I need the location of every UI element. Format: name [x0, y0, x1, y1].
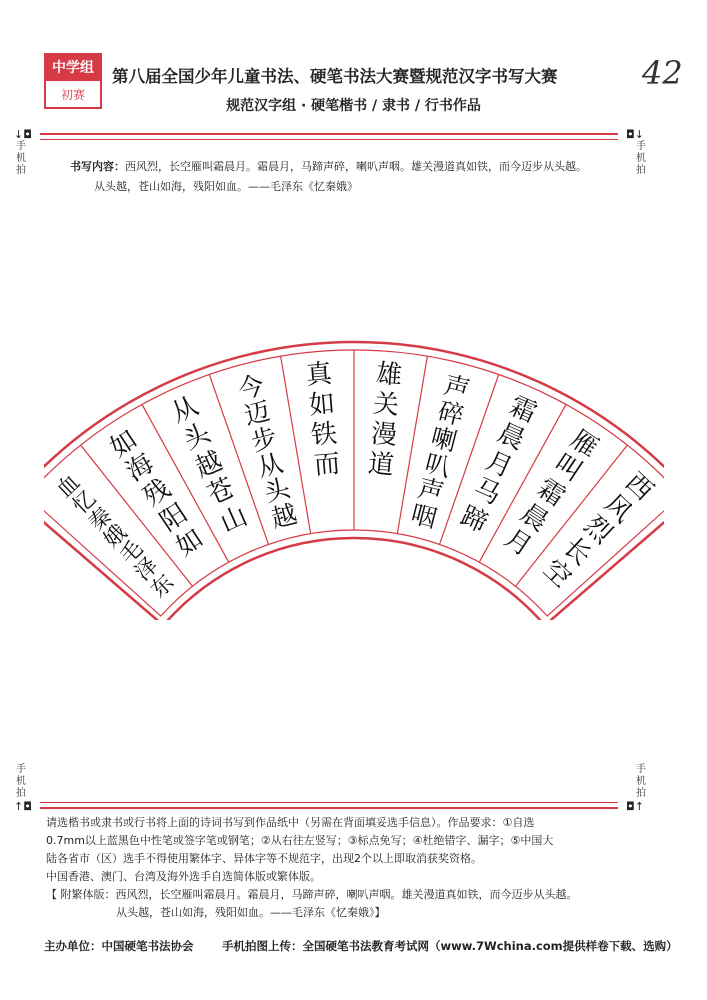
- fan-character: 叫: [548, 448, 587, 489]
- fan-character: 铁: [309, 419, 339, 452]
- fan-character: 如: [171, 523, 210, 564]
- instruction-line-2: 0.7mm以上蓝黑色中性笔或签字笔或钢笔；②从右往左竖写；③标点免写；④杜绝错字、漏字；⑤中国大: [46, 834, 554, 847]
- fan-character: 山: [215, 500, 252, 539]
- fan-character: 越: [267, 498, 300, 534]
- fan-character: 步: [247, 421, 280, 457]
- fan-character: 秦: [83, 503, 117, 537]
- fan-character: 空: [536, 554, 577, 595]
- fan-character: 海: [121, 448, 160, 489]
- label-char-3: 拍: [636, 788, 646, 799]
- fan-character: 苍: [203, 473, 240, 512]
- fan-character: 忆: [68, 486, 102, 520]
- instruction-line-3: 陆各省市（区）选手不得使用繁体字、异体字等不规范字，出现2个以上即取消获奖资格。: [46, 852, 482, 865]
- page-title: 第八届全国少年儿童书法、硬笔书法大赛暨规范汉字书写大赛: [112, 67, 558, 86]
- fan-character: 道: [367, 449, 396, 482]
- fan-character: 马: [468, 473, 505, 512]
- fan-character: 泽: [130, 553, 164, 587]
- top-divider-thin: [40, 139, 618, 140]
- fan-character: 娥: [99, 519, 133, 553]
- instruction-line-6: 从头越，苍山如海，残阳如血。——毛泽东《忆秦娥》】: [116, 906, 386, 919]
- instruction-line-5: 【 附繁体版：西风烈，长空雁叫霜晨月。霜晨月，马蹄声碎，喇叭声咽。雄关漫道真如铁，而今迈步从头越。: [46, 888, 578, 901]
- content-line-1: [70, 158, 587, 174]
- fan-character: 月: [498, 523, 537, 564]
- handwritten-number: 42: [642, 54, 683, 92]
- badge-group-label: 中学组: [46, 55, 100, 81]
- label-char-3: 拍: [16, 165, 26, 176]
- fan-character: 西: [619, 466, 659, 507]
- fan-character: 血: [52, 469, 86, 503]
- fan-character: 迈: [241, 395, 274, 431]
- camera-icon: ↓◘: [14, 128, 32, 141]
- label-char-3: 拍: [636, 165, 646, 176]
- fan-character: 蹄: [456, 500, 493, 539]
- fan-character: 霜: [505, 390, 542, 429]
- label-char-2: 机: [636, 776, 646, 787]
- label-char-2: 机: [16, 153, 26, 164]
- instruction-line-1: 请选楷书或隶书或行书将上面的诗词书写到作品纸中（另需在背面填妥选手信息）。作品要求：①自选: [46, 816, 535, 829]
- label-char-1: 手: [636, 141, 646, 152]
- fan-character: 头: [178, 418, 215, 457]
- fan-character: 从: [166, 390, 203, 429]
- fan-character: 声: [414, 472, 447, 509]
- fan-character: 叭: [421, 446, 454, 483]
- fan-character: 烈: [577, 510, 618, 551]
- bottom-divider: [40, 807, 618, 809]
- left-bottom-phone-label: [14, 764, 32, 813]
- right-top-phone-label: [626, 128, 648, 177]
- page-subtitle: 规范汉字组 · 硬笔楷书 / 隶书 / 行书作品: [226, 98, 481, 114]
- label-char-1: 手: [636, 764, 646, 775]
- fan-character: 阳: [154, 498, 193, 539]
- label-char-1: 手: [16, 141, 26, 152]
- content-label: 书写内容：: [70, 160, 125, 173]
- fan-character: 碎: [434, 395, 467, 431]
- fan-character: 关: [372, 389, 401, 422]
- badge-round-label: 初赛: [60, 88, 85, 102]
- fan-character: 雁: [565, 423, 604, 464]
- fan-character: 漫: [369, 419, 398, 452]
- camera-icon: ↑◘: [14, 800, 32, 813]
- fan-character: 东: [146, 569, 180, 603]
- camera-icon: ◘↓: [626, 128, 644, 141]
- fan-character: 真: [304, 359, 334, 392]
- instruction-line-4: 中国香港、澳门、台湾及海外选手自选简体版或繁体版。: [46, 870, 321, 883]
- label-char-2: 机: [636, 153, 646, 164]
- fan-character: 雄: [374, 359, 404, 392]
- fan-character: 头: [261, 472, 294, 509]
- right-bottom-phone-label: [626, 764, 648, 813]
- top-divider: [40, 133, 618, 135]
- fan-character: 风: [598, 488, 638, 529]
- fan-character: 喇: [428, 421, 461, 457]
- left-top-phone-label: [14, 128, 32, 177]
- fan-character: 如: [307, 389, 336, 422]
- camera-icon: ◘↑: [626, 800, 644, 813]
- fan-character: 晨: [515, 498, 554, 539]
- content-text-1: 西风烈，长空雁叫霜晨月。霜晨月，马蹄声碎，喇叭声咽。雄关漫道真如铁，而今迈步从头越。: [125, 160, 587, 173]
- fan-characters: [44, 320, 664, 620]
- footer-upload: 手机拍图上传：全国硬笔书法教育考试网（www.7Wchina.com提供样卷下载、选购）: [222, 939, 678, 953]
- fan-character: 咽: [408, 498, 441, 534]
- fan-character: 今: [234, 369, 267, 405]
- content-line-2: 从头越，苍山如海，残阳如血。——毛泽东《忆秦娥》: [94, 180, 358, 193]
- fan-character: 月: [480, 445, 517, 484]
- fan-character: 毛: [114, 536, 148, 570]
- fan-character: 越: [191, 445, 228, 484]
- fan-character: 从: [254, 446, 287, 483]
- fan-character: 声: [441, 369, 474, 405]
- fan-character: 霜: [531, 473, 571, 514]
- bottom-divider-thin: [40, 802, 618, 803]
- footer-organizer: 主办单位：中国硬笔书法协会: [44, 939, 194, 953]
- fan-character: 晨: [493, 418, 529, 457]
- fan-character: 如: [104, 423, 143, 464]
- fan-character: 长: [557, 532, 597, 573]
- label-char-1: 手: [16, 764, 26, 775]
- label-char-3: 拍: [16, 788, 26, 799]
- fan-character: 而: [312, 449, 341, 482]
- fan-character: 残: [137, 473, 177, 514]
- label-char-2: 机: [16, 776, 26, 787]
